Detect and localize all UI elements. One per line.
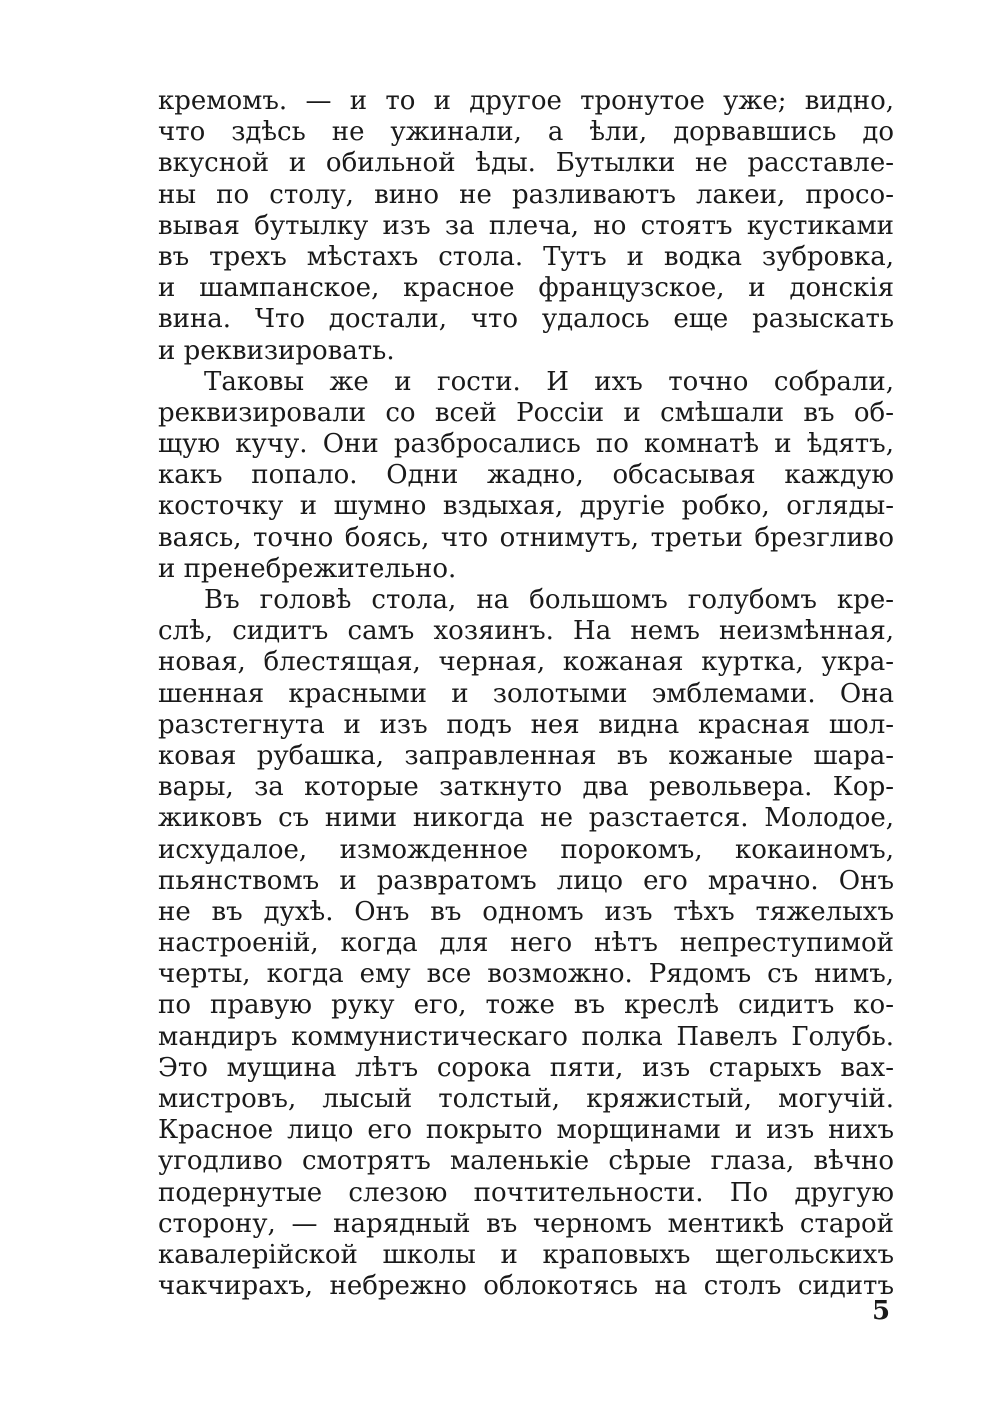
text-line: въ трехъ мѣстахъ стола. Тутъ и водка зубровка, [158,241,894,272]
text-line: жиковъ съ ними никогда не разстается. Молодое, [158,803,894,834]
body-text [158,86,894,1302]
text-line: черты, когда ему все возможно. Рядомъ съ нимъ, [158,959,894,990]
text-line: подернутые слезою почтительности. По другую [158,1177,894,1208]
page-number: 5 [872,1296,891,1326]
text-line: Это мущина лѣтъ сорока пяти, изъ старыхъ вах- [158,1052,894,1083]
text-line: и реквизировать. [158,335,395,366]
text-line: косточку и шумно вздыхая, другіе робко, огляды- [158,491,894,522]
text-line: кремомъ. — и то и другое тронутое уже; видно, [158,86,894,116]
text-line: Красное лицо его покрыто морщинами и изъ нихъ [158,1115,894,1146]
text-line: шенная красными и золотыми эмблемами. Она [158,678,894,709]
text-line: ковая рубашка, заправленная въ кожаные шара- [158,740,894,771]
text-line: щую кучу. Они разбросались по комнатѣ и ѣдятъ, [158,429,894,460]
text-line: Въ головѣ стола, на большомъ голубомъ кре- [204,585,894,615]
text-line: угодливо смотрятъ маленькіе сѣрые глаза, вѣчно [158,1146,894,1177]
text-line: исхудалое, изможденное порокомъ, кокаиномъ, [158,834,894,865]
text-line: настроеній, когда для него нѣтъ непреступимой [158,928,894,959]
text-line: новая, блестящая, черная, кожаная куртка, укра- [158,647,894,678]
text-line: Таковы же и гости. И ихъ точно собрали, [204,366,894,397]
text-line: ваясь, точно боясь, что отнимутъ, третьи брезгливо [158,522,894,553]
paragraph [158,86,894,367]
text-line: какъ попало. Одни жадно, обсасывая каждую [158,460,894,491]
text-line: вина. Что достали, что удалось еще разыскать [158,304,894,335]
text-line: что здѣсь не ужинали, а ѣли, дорвавшись до [158,117,894,148]
text-line: разстегнута и изъ подъ нея видна красная шол- [158,709,894,740]
text-line: сторону, — нарядный въ черномъ ментикѣ старой [158,1208,894,1239]
paragraph [158,585,894,1302]
text-line: кавалерійской школы и краповыхъ щегольскихъ [158,1239,894,1270]
text-line: мистровъ, лысый толстый, кряжистый, могучій. [158,1084,894,1114]
text-line: вары, за которые заткнуто два револьвера. Кор- [158,772,894,803]
text-line: слѣ, сидитъ самъ хозяинъ. На немъ неизмѣнная, [158,616,894,647]
text-line: реквизировали со всей Россіи и смѣшали въ об- [158,397,894,428]
text-line: и пренебрежительно. [158,553,457,584]
text-line: пьянствомъ и развратомъ лицо его мрачно. Онъ [158,865,894,896]
text-line: и шампанское, красное французское, и донскія [158,273,894,304]
text-line: не въ духѣ. Онъ въ одномъ изъ тѣхъ тяжелыхъ [158,896,894,927]
text-line: чакчирахъ, небрежно облокотясь на столъ сидитъ [158,1271,894,1302]
text-line: ны по столу, вино не разливаютъ лакеи, просо- [158,179,894,210]
text-line: по правую руку его, тоже въ креслѣ сидитъ ко- [158,990,894,1021]
text-line: вкусной и обильной ѣды. Бутылки не расставле- [158,148,894,179]
text-line: мандиръ коммунистическаго полка Павелъ Голубь. [158,1021,894,1052]
paragraph [158,367,894,585]
text-line: вывая бутылку изъ за плеча, но стоятъ кустиками [158,210,894,241]
